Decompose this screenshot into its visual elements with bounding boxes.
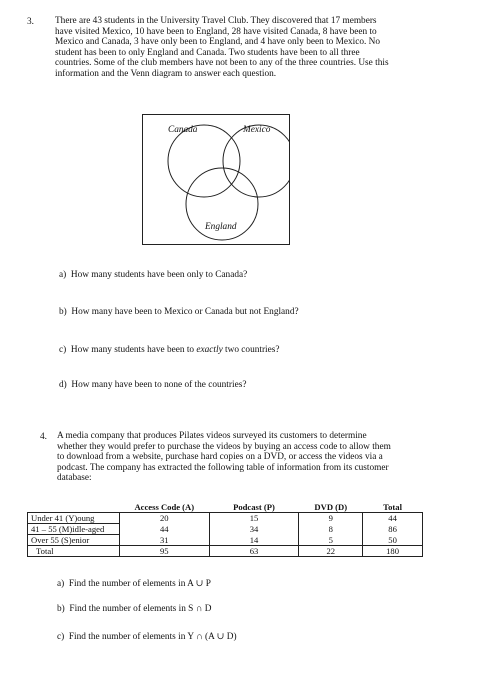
mexico-circle <box>223 125 290 197</box>
table-header-podcast: Podcast (P) <box>209 502 299 513</box>
question-4-line: A media company that produces Pilates videos surveyed its customers to determine <box>57 431 367 441</box>
table-cell: 20 <box>119 513 209 524</box>
table-cell: 86 <box>363 524 423 535</box>
mexico-label: Mexico <box>243 125 271 135</box>
part-text: How many have been to none of the countries? <box>71 380 247 390</box>
row-label: Total <box>28 546 120 557</box>
question-4-line: database: <box>57 473 92 483</box>
question-3-line: Mexico and Canada, 3 have only been to England, and 4 have only been to Mexico. No <box>55 37 381 47</box>
question-3-number: 3. <box>27 17 34 27</box>
table-cell: 50 <box>363 535 423 546</box>
part-label: a) <box>57 579 65 589</box>
part-label: c) <box>59 345 67 355</box>
part-text-post: two countries? <box>222 345 280 355</box>
table-header-total: Total <box>363 502 423 513</box>
part-label: c) <box>57 632 65 642</box>
table-row <box>28 535 423 546</box>
part-label: b) <box>57 604 65 614</box>
table-cell: 63 <box>209 546 299 557</box>
part-text: Find the number of elements in Y ∩ (A ∪ D) <box>68 632 237 642</box>
part-text: How many have been to Mexico or Canada but not England? <box>71 307 299 317</box>
part-text: Find the number of elements in A ∪ P <box>68 579 211 589</box>
table-row <box>28 513 423 524</box>
row-label: 41 – 55 (M)idle-aged <box>28 524 120 535</box>
part-text: How many students have been only to Canada? <box>70 270 248 280</box>
table-cell: 180 <box>363 546 423 557</box>
question-3-line: have visited Mexico, 10 have been to England, 28 have visited Canada, 8 have been to <box>55 26 377 37</box>
question-3-line: There are 43 students in the University Travel Club. They discovered that 17 members <box>55 16 377 26</box>
table-row <box>28 524 423 535</box>
question-3d <box>59 380 246 390</box>
question-3c <box>59 345 280 355</box>
table-cell: 31 <box>119 535 209 546</box>
table-header-blank <box>28 502 120 513</box>
part-label: a) <box>59 270 67 280</box>
row-label: Under 41 (Y)oung <box>28 513 120 524</box>
table-cell: 8 <box>299 524 363 535</box>
table-total-row <box>28 546 423 557</box>
question-4-line: whether they would prefer to purchase the videos by buying an access code to allow them <box>57 441 391 452</box>
question-4-line: to download from a website, purchase hard copies on a DVD, or access the videos via a <box>57 452 383 462</box>
table-cell: 9 <box>299 513 363 524</box>
question-4-text <box>57 431 487 484</box>
question-3-text <box>55 16 485 79</box>
question-4c <box>57 631 237 642</box>
england-label: England <box>205 222 237 232</box>
table-cell: 34 <box>209 524 299 535</box>
question-4-line: podcast. The company has extracted the following table of information from its customer <box>57 462 389 473</box>
table-cell: 22 <box>299 546 363 557</box>
survey-table <box>27 502 423 557</box>
question-4a <box>57 578 211 589</box>
part-text-emphasis: exactly <box>196 345 223 355</box>
part-text-pre: How many students have been to <box>70 345 197 355</box>
question-3-line: information and the Venn diagram to answer each question. <box>55 68 277 79</box>
table-header-dvd: DVD (D) <box>299 502 363 513</box>
part-label: d) <box>59 380 67 390</box>
table-cell: 5 <box>299 535 363 546</box>
canada-label: Canada <box>168 125 198 135</box>
table-cell: 14 <box>209 535 299 546</box>
table-cell: 15 <box>209 513 299 524</box>
part-text: Find the number of elements in S ∩ D <box>69 604 212 614</box>
row-label: Over 55 (S)enior <box>28 535 120 546</box>
table-header-access-code: Access Code (A) <box>119 502 209 513</box>
canada-circle <box>168 125 240 197</box>
table-cell: 44 <box>119 524 209 535</box>
question-3b <box>59 307 299 317</box>
table-header-row <box>28 502 423 513</box>
question-4-number: 4. <box>40 432 47 442</box>
question-3-line: countries. Some of the club members have not been to any of the three countries. Use this <box>55 58 389 68</box>
table-cell: 44 <box>363 513 423 524</box>
table-cell: 95 <box>119 546 209 557</box>
part-label: b) <box>59 307 67 317</box>
question-3a <box>59 270 247 280</box>
question-4b <box>57 604 211 614</box>
question-3-line: student has been to only England and Canada. Two students have been to all three <box>55 47 360 58</box>
